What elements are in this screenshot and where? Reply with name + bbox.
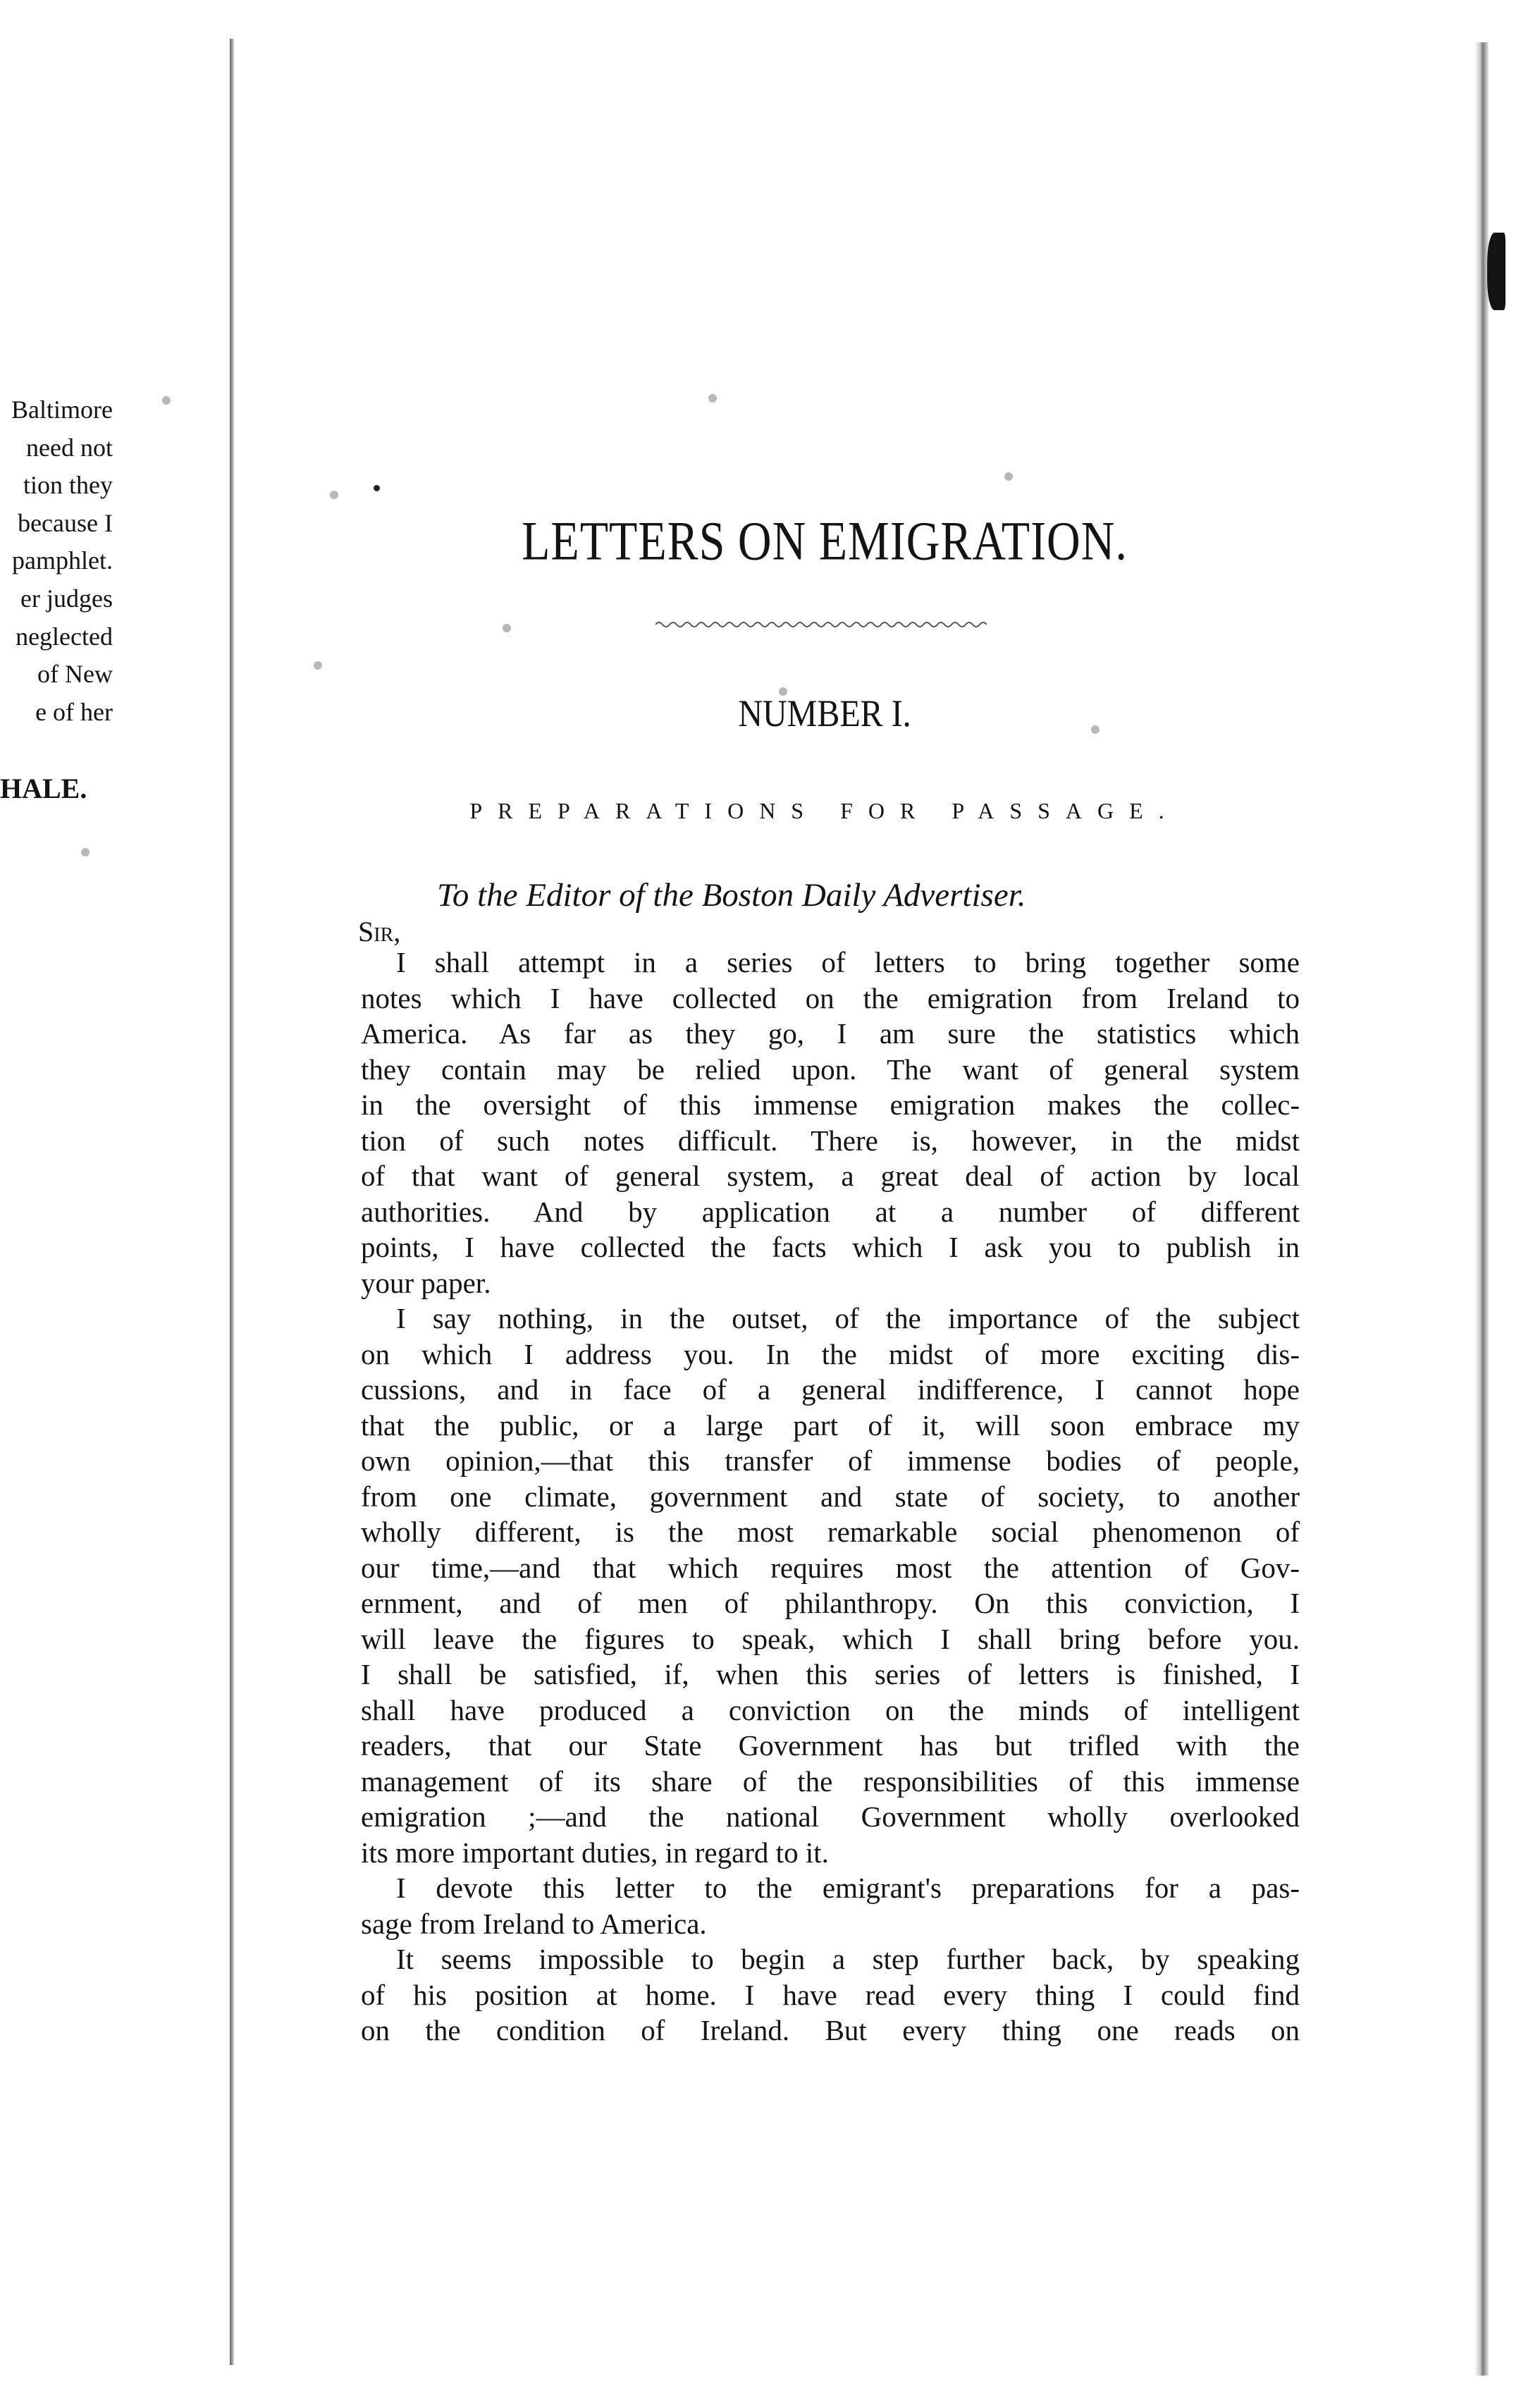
body-line: on which I address you. In the midst of more exciting dis- <box>361 1337 1300 1370</box>
body-line: tion of such notes difficult. There is, however, in the midst <box>361 1124 1300 1157</box>
previous-page-line: need not <box>26 433 113 462</box>
letter-subtitle: PREPARATIONS FOR PASSAGE. <box>469 798 1180 823</box>
body-line: cussions, and in face of a general indifference, I cannot hope <box>361 1373 1300 1406</box>
body-line: readers, that our State Government has but trifled with the <box>361 1729 1300 1762</box>
previous-page-line: of New <box>37 660 113 689</box>
paper-speck <box>708 394 717 403</box>
paper-speck <box>374 485 380 491</box>
previous-page-fragment <box>0 391 113 731</box>
body-line: they contain may be relied upon. The want of general system <box>361 1052 1300 1086</box>
body-line: I shall be satisfied, if, when this series of letters is finished, I <box>361 1658 1300 1690</box>
body-line: of his position at home. I have read every thing I could find <box>361 1978 1300 2011</box>
body-line: of that want of general system, a great deal of action by local <box>361 1160 1300 1192</box>
paper-speck <box>1004 472 1013 481</box>
body-line: management of its share of the responsibilities of this immense <box>361 1764 1300 1798</box>
paper-speck <box>1091 725 1100 734</box>
letter-body <box>361 945 1300 2048</box>
previous-page-line: Baltimore <box>11 395 113 424</box>
letter-number-heading: NUMBER I. <box>738 693 911 735</box>
decorative-rule <box>655 619 987 630</box>
page-edge-blot <box>1487 233 1505 310</box>
body-line: our time,—and that which requires most the attention of Gov- <box>361 1551 1300 1584</box>
body-line: It seems impossible to begin a step further back, by speaking <box>396 1943 1300 1975</box>
body-line: points, I have collected the facts which I ask you to publish in <box>361 1231 1300 1263</box>
paper-speck <box>314 661 322 670</box>
letter-salutation: Sir, <box>358 916 401 947</box>
previous-page-line: e of her <box>35 697 113 726</box>
page-gutter-shadow <box>230 39 234 2365</box>
paper-speck <box>330 491 338 499</box>
body-line: from one climate, government and state of society, to another <box>361 1480 1300 1513</box>
body-line: on the condition of Ireland. But every thing one reads on <box>361 2014 1300 2046</box>
page-edge-shadow <box>1474 42 1489 2376</box>
body-line: wholly different, is the most remarkable social phenomenon of <box>361 1516 1300 1548</box>
paper-speck <box>162 396 171 405</box>
page-title: LETTERS ON EMIGRATION. <box>522 511 1128 572</box>
body-line: I devote this letter to the emigrant's preparations for a pas- <box>396 1872 1300 1904</box>
body-line: notes which I have collected on the emigration from Ireland to <box>361 981 1300 1014</box>
body-line: I say nothing, in the outset, of the importance of the subject <box>396 1302 1300 1334</box>
previous-page-line: er judges <box>20 584 113 613</box>
previous-page-line: tion they <box>23 471 113 500</box>
body-line: ernment, and of men of philanthropy. On this conviction, I <box>361 1587 1300 1619</box>
body-line: authorities. And by application at a number of different <box>361 1195 1300 1228</box>
body-line: own opinion,—that this transfer of immense bodies of people, <box>361 1444 1300 1477</box>
letter-address: To the Editor of the Boston Daily Advertiser. <box>437 877 1026 914</box>
paper-speck <box>503 624 511 632</box>
body-line: your paper. <box>361 1266 491 1299</box>
body-line: I shall attempt in a series of letters to bring together some <box>396 946 1300 978</box>
previous-page-line: because I <box>18 508 113 537</box>
body-line: its more important duties, in regard to it. <box>361 1836 829 1869</box>
body-line: will leave the figures to speak, which I shall bring before you. <box>361 1622 1300 1655</box>
body-line: emigration ;—and the national Government wholly overlooked <box>361 1800 1300 1833</box>
previous-page-line: neglected <box>16 622 113 651</box>
body-line: shall have produced a conviction on the minds of intelligent <box>361 1693 1300 1726</box>
body-line: America. As far as they go, I am sure the statistics which <box>361 1017 1300 1050</box>
body-line: sage from Ireland to America. <box>361 1907 707 1940</box>
previous-page-signature: HALE. <box>0 773 87 804</box>
body-line: in the oversight of this immense emigration makes the collec- <box>361 1088 1300 1121</box>
paper-speck <box>81 848 90 856</box>
body-line: that the public, or a large part of it, will soon embrace my <box>361 1408 1300 1442</box>
previous-page-line: pamphlet. <box>12 546 113 575</box>
